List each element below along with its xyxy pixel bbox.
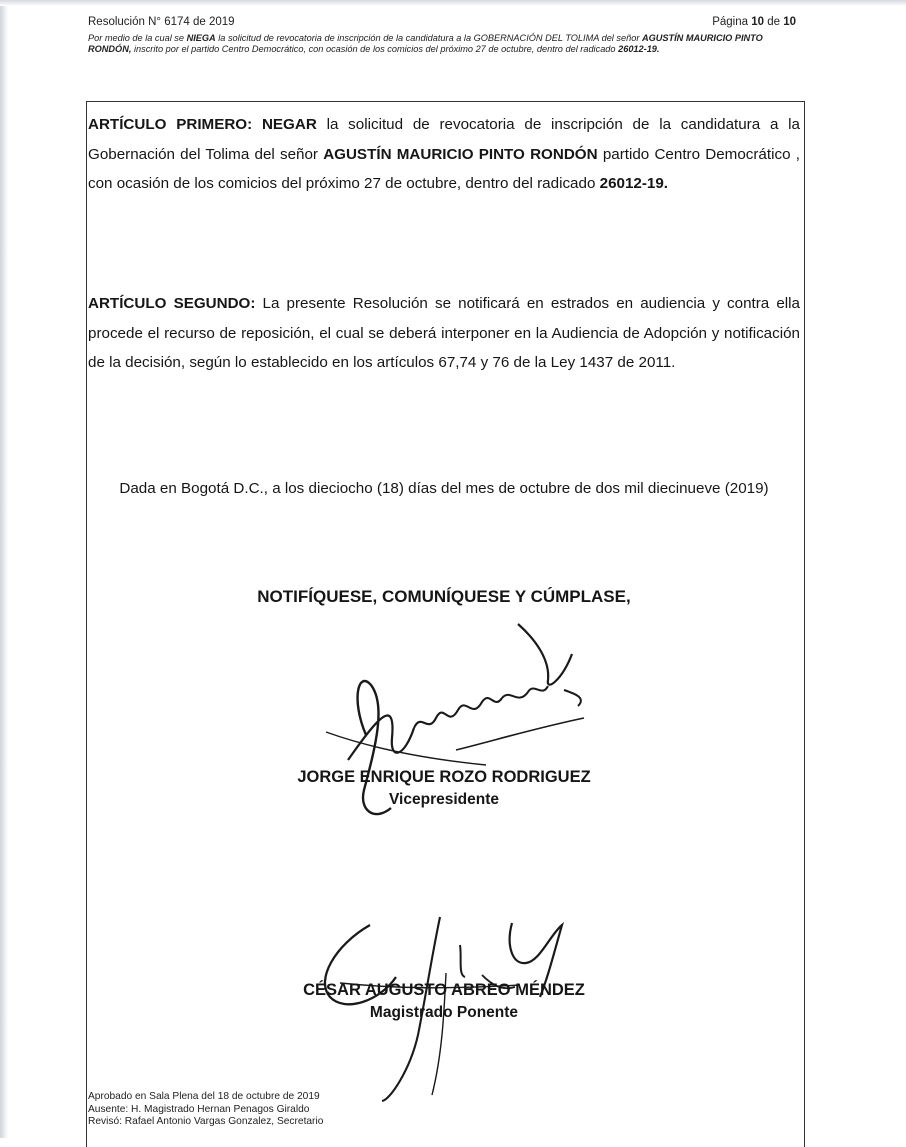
footer-approved: Aprobado en Sala Plena del 18 de octubre de 2019 (88, 1091, 320, 1102)
resolution-description: Por medio de la cual se NIEGA la solicitud de revocatoria de inscripción de la candidatura a la GOBERNACIÓN DEL TOLIMA del señor AGUSTÍN MAURICIO PINTO RONDÓN, inscrito por el partido Centro Democrático, con ocasión de los comicios del próximo 27 de octubre, dentro del radicado 26012-19. (88, 33, 763, 55)
scan-edge-left (0, 0, 8, 1138)
articulo-primero: ARTÍCULO PRIMERO: NEGAR la solicitud de revocatoria de inscripción de la candidatura a la Gobernación del Tolima del señor AGUSTÍN MAURICIO PINTO RONDÓN partido Centro Democrático , con ocasión de los comicios del próximo 27 de octubre, dentro del radicado 26012-19. (88, 116, 800, 192)
signatory-1 (88, 765, 800, 811)
signatory-2-role: Magistrado Ponente (369, 1004, 519, 1021)
notification-heading: NOTIFÍQUESE, COMUNÍQUESE Y CÚMPLASE, (257, 587, 631, 606)
articulo-segundo: ARTÍCULO SEGUNDO: La presente Resolución se notificará en estrados en audiencia y contra ella procede el recurso de reposición, el cual se deberá interponer en la Audiencia de Adopción y notificación de la decisión, según lo establecido en los artículos 67,74 y 76 de la Ley 1437 de 2011. (88, 295, 800, 371)
signatory-2-name: CÉSAR AUGUSTO ABREO MÉNDEZ (303, 981, 585, 999)
footer-reviewed: Revisó: Rafael Antonio Vargas Gonzalez, Secretario (88, 1116, 324, 1127)
approval-footer (88, 1091, 323, 1129)
issue-date-statement: Dada en Bogotá D.C., a los dieciocho (18) días del mes de octubre de dos mil diecinueve (2019) (119, 480, 769, 497)
scan-edge-top (0, 0, 906, 6)
signatory-1-role: Vicepresidente (389, 791, 499, 808)
resolution-number: Resolución N° 6174 de 2019 (88, 16, 235, 28)
footer-absent: Ausente: H. Magistrado Hernan Penagos Giraldo (88, 1103, 310, 1115)
signatory-1-name: JORGE ENRIQUE ROZO RODRIGUEZ (297, 768, 591, 786)
signatory-2 (88, 978, 800, 1024)
page-indicator: Página 10 de 10 (712, 16, 796, 28)
